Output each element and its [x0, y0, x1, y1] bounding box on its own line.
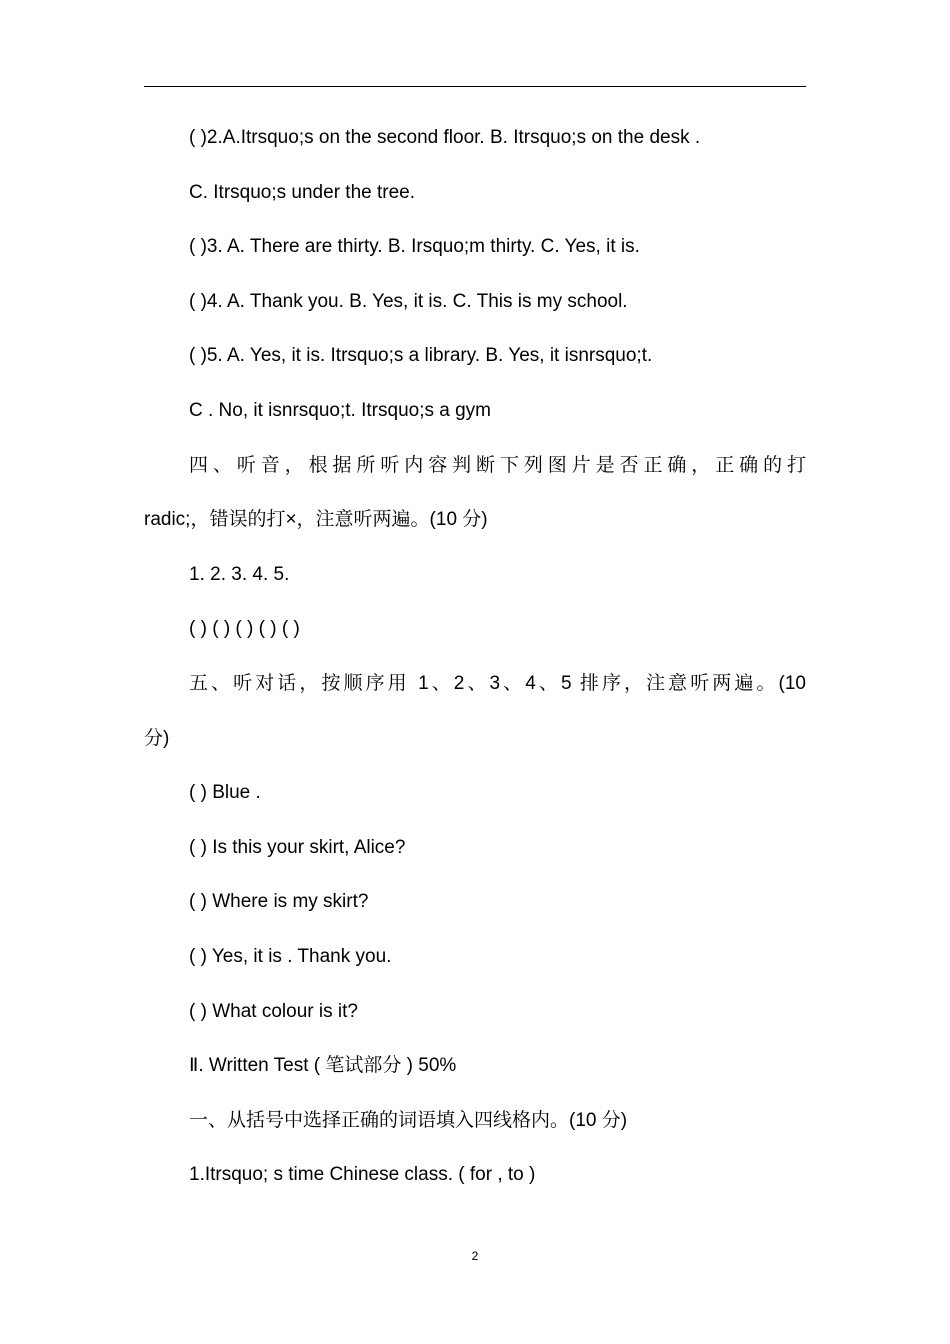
written-question-1: 1.Itrsquo; s time Chinese class. ( for , to ) — [189, 1164, 536, 1186]
section-5-heading-line-1: 五、听对话，按顺序用 1、2、3、4、5 排序，注意听两遍。(10 — [189, 672, 806, 694]
question-4: ( )4. A. Thank you. B. Yes, it is. C. This is my school. — [189, 290, 628, 312]
section-5-heading-line-2: 分) — [144, 727, 170, 749]
picture-numbers: 1. 2. 3. 4. 5. — [189, 563, 290, 585]
page-number: 2 — [471, 1249, 479, 1263]
written-test-heading: Ⅱ. Written Test ( 笔试部分 ) 50% — [189, 1055, 457, 1077]
section-4-heading-line-2: radic;，错误的打×，注意听两遍。(10 分) — [144, 509, 488, 531]
header-rule — [144, 86, 806, 87]
question-3: ( )3. A. There are thirty. B. Irsquo;m thirty. C. Yes, it is. — [189, 236, 640, 258]
question-5-line-1: ( )5. A. Yes, it is. Itrsquo;s a library. B. Yes, it isnrsquo;t. — [189, 345, 653, 367]
dialogue-item-4: ( ) Yes, it is . Thank you. — [189, 945, 392, 967]
answer-brackets: ( ) ( ) ( ) ( ) ( ) — [189, 618, 300, 640]
question-2-line-1: ( )2.A.Itrsquo;s on the second floor. B. Itrsquo;s on the desk . — [189, 127, 701, 148]
question-5-line-2: C . No, it isnrsquo;t. Itrsquo;s a gym — [189, 399, 491, 421]
section-4-heading-line-1: 四、听音，根据所听内容判断下列图片是否正确，正确的打 — [189, 454, 806, 476]
question-2-line-2: C. Itrsquo;s under the tree. — [189, 181, 416, 203]
written-section-1-heading: 一、从括号中选择正确的词语填入四线格内。(10 分) — [189, 1109, 628, 1131]
dialogue-item-3: ( ) Where is my skirt? — [189, 891, 369, 913]
dialogue-item-5: ( ) What colour is it? — [189, 1000, 358, 1022]
dialogue-item-2: ( ) Is this your skirt, Alice? — [189, 836, 406, 858]
page-content — [144, 111, 806, 1203]
dialogue-item-1: ( ) Blue . — [189, 782, 261, 804]
